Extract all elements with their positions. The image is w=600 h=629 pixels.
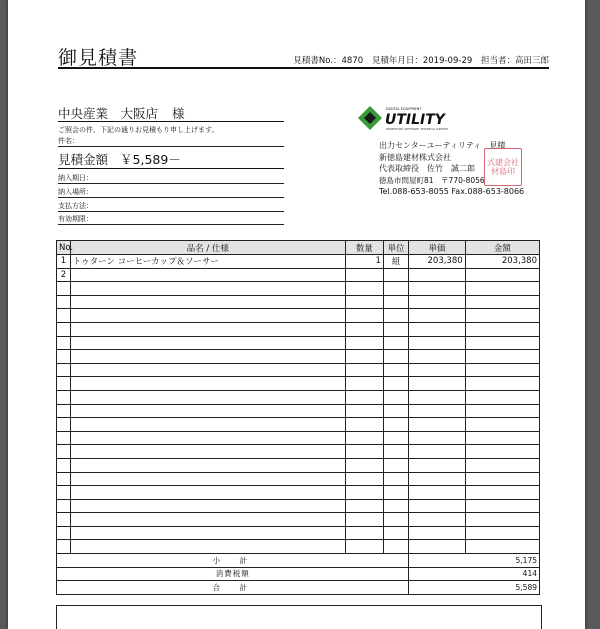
blank-cell [345, 404, 383, 418]
blank-cell [409, 526, 465, 540]
table-row-blank [57, 526, 540, 540]
blank-cell [70, 282, 345, 296]
blank-cell [465, 309, 539, 323]
blank-cell [383, 540, 408, 554]
blank-cell [57, 499, 71, 513]
term-delivery-date: 納入期日： [58, 174, 93, 182]
blank-cell [383, 282, 408, 296]
blank-cell [409, 486, 465, 500]
blank-cell [465, 499, 539, 513]
blank-cell [345, 350, 383, 364]
greeting-text: ご照会の件、下記の通りお見積もり申し上げます。 [58, 126, 219, 134]
blank-cell [345, 336, 383, 350]
subject-label: 件名： [58, 137, 79, 145]
blank-cell [345, 499, 383, 513]
blank-cell [465, 445, 539, 459]
blank-cell [465, 513, 539, 527]
table-row-blank [57, 513, 540, 527]
table-row [57, 255, 540, 269]
blank-cell [409, 404, 465, 418]
table-row-blank [57, 431, 540, 445]
customer-name: 中央産業 大阪店 [58, 106, 159, 121]
blank-cell [345, 458, 383, 472]
blank-cell [70, 322, 345, 336]
blank-cell [57, 526, 71, 540]
quote-no-label: 見積書No.： [293, 56, 342, 66]
blank-cell [70, 363, 345, 377]
blank-cell [383, 486, 408, 500]
blank-cell [57, 418, 71, 432]
company-logo [356, 104, 466, 138]
document-meta [287, 54, 549, 66]
blank-cell [383, 295, 408, 309]
quote-amount-line [58, 150, 181, 168]
blank-cell [409, 282, 465, 296]
blank-cell [465, 431, 539, 445]
blank-cell [57, 486, 71, 500]
header-unit: 単位 [383, 241, 408, 255]
table-header-row [57, 241, 540, 255]
logo-wordmark: UTILITY [385, 112, 445, 128]
items-table [56, 240, 540, 595]
items-body [57, 255, 540, 554]
blank-cell [345, 377, 383, 391]
quote-date: 2019-09-29 [422, 56, 473, 66]
table-row-blank [57, 309, 540, 323]
blank-cell [70, 390, 345, 404]
blank-cell [409, 322, 465, 336]
blank-cell [409, 540, 465, 554]
blank-cell [465, 322, 539, 336]
blank-cell [57, 445, 71, 459]
table-row-blank [57, 418, 540, 432]
table-row-blank [57, 322, 540, 336]
term-divider [58, 211, 284, 212]
amount-value: ￥5,589－ [120, 152, 181, 167]
blank-cell [465, 363, 539, 377]
blank-cell [465, 486, 539, 500]
blank-cell [409, 377, 465, 391]
blank-cell [57, 404, 71, 418]
blank-cell [465, 295, 539, 309]
issuer-contact: Tel.088-653-8055 Fax.088-653-8066 [379, 187, 525, 196]
amount-divider [58, 168, 284, 169]
blank-cell [70, 499, 345, 513]
quote-no: 4870 [341, 56, 364, 66]
blank-cell [70, 458, 345, 472]
blank-cell [465, 336, 539, 350]
blank-cell [465, 418, 539, 432]
blank-cell [70, 540, 345, 554]
customer-name-line [58, 104, 185, 122]
blank-cell [70, 404, 345, 418]
row-qty: 1 [345, 255, 383, 269]
blank-cell [465, 404, 539, 418]
blank-cell [70, 526, 345, 540]
blank-cell [345, 472, 383, 486]
issuer-line-1: 出力センターユーティリティ 見積 [379, 141, 506, 150]
term-divider [58, 197, 284, 198]
blank-cell [383, 513, 408, 527]
total-value: 5,589 [409, 581, 540, 595]
blank-cell [409, 418, 465, 432]
blank-cell [345, 282, 383, 296]
blank-cell [57, 309, 71, 323]
issuer-company: 新徳島建材株式会社 [379, 152, 451, 162]
table-row-blank [57, 499, 540, 513]
table-row-blank [57, 404, 540, 418]
amount-label: 見積金額 [58, 152, 109, 167]
row-amount [465, 268, 539, 282]
blank-cell [70, 472, 345, 486]
blank-cell [57, 540, 71, 554]
blank-cell [383, 418, 408, 432]
blank-cell [409, 513, 465, 527]
table-row [57, 268, 540, 282]
term-divider [58, 224, 284, 225]
blank-cell [57, 336, 71, 350]
blank-cell [383, 458, 408, 472]
table-row-blank [57, 336, 540, 350]
total-label: 合 計 [57, 581, 409, 595]
blank-cell [70, 486, 345, 500]
logo-mark-icon [356, 104, 466, 134]
table-row-blank [57, 472, 540, 486]
subtotal-row [57, 554, 540, 568]
blank-cell [70, 431, 345, 445]
row-unit: 組 [383, 255, 408, 269]
blank-cell [409, 431, 465, 445]
blank-cell [345, 295, 383, 309]
table-row-blank [57, 363, 540, 377]
blank-cell [345, 418, 383, 432]
blank-cell [409, 390, 465, 404]
issuer-address: 徳島市問屋町81 〒770-8056 [379, 175, 485, 185]
row-price: 203,380 [409, 255, 465, 269]
blank-cell [465, 458, 539, 472]
blank-cell [409, 445, 465, 459]
customer-suffix: 様 [172, 106, 185, 121]
blank-cell [345, 445, 383, 459]
blank-cell [383, 431, 408, 445]
table-row-blank [57, 350, 540, 364]
blank-cell [345, 513, 383, 527]
blank-cell [57, 322, 71, 336]
customer-divider [58, 121, 284, 122]
header-amount: 金額 [465, 241, 539, 255]
blank-cell [409, 458, 465, 472]
blank-cell [465, 350, 539, 364]
blank-cell [57, 472, 71, 486]
row-no: 2 [57, 268, 71, 282]
blank-cell [57, 377, 71, 391]
blank-cell [57, 458, 71, 472]
blank-cell [383, 309, 408, 323]
header-item: 品名 / 仕様 [70, 241, 345, 255]
blank-cell [70, 336, 345, 350]
blank-cell [409, 309, 465, 323]
blank-cell [57, 390, 71, 404]
blank-cell [70, 377, 345, 391]
blank-cell [70, 295, 345, 309]
blank-cell [57, 513, 71, 527]
table-row-blank [57, 486, 540, 500]
table-row-blank [57, 390, 540, 404]
blank-cell [409, 295, 465, 309]
blank-cell [345, 486, 383, 500]
table-row-blank [57, 445, 540, 459]
total-row [57, 581, 540, 595]
table-row-blank [57, 540, 540, 554]
blank-cell [383, 363, 408, 377]
blank-cell [465, 526, 539, 540]
blank-cell [383, 499, 408, 513]
blank-cell [70, 350, 345, 364]
blank-cell [409, 350, 465, 364]
subtotal-value: 5,175 [409, 554, 540, 568]
blank-cell [465, 540, 539, 554]
blank-cell [409, 363, 465, 377]
header-no: No. [57, 241, 71, 255]
blank-cell [57, 350, 71, 364]
blank-cell [465, 390, 539, 404]
row-no: 1 [57, 255, 71, 269]
blank-cell [70, 309, 345, 323]
row-qty [345, 268, 383, 282]
blank-cell [345, 526, 383, 540]
blank-cell [383, 445, 408, 459]
blank-cell [383, 390, 408, 404]
table-row-blank [57, 458, 540, 472]
header-unit-price: 単価 [409, 241, 465, 255]
blank-cell [70, 418, 345, 432]
table-row-blank [57, 295, 540, 309]
subject-divider [58, 146, 284, 147]
blank-cell [57, 363, 71, 377]
header-qty: 数量 [345, 241, 383, 255]
blank-cell [345, 309, 383, 323]
term-payment: 支払方法： [58, 202, 93, 210]
blank-cell [345, 540, 383, 554]
blank-cell [465, 472, 539, 486]
blank-cell [383, 322, 408, 336]
row-amount: 203,380 [465, 255, 539, 269]
blank-cell [383, 336, 408, 350]
blank-cell [383, 404, 408, 418]
document-title: 御見積書 [58, 47, 139, 69]
blank-cell [57, 431, 71, 445]
blank-cell [345, 322, 383, 336]
blank-cell [465, 282, 539, 296]
blank-cell [345, 431, 383, 445]
blank-cell [409, 499, 465, 513]
blank-cell [345, 390, 383, 404]
tax-value: 414 [409, 567, 540, 581]
tax-label: 消費税額 [57, 567, 409, 581]
person-name: 高田三郎 [514, 56, 549, 66]
quote-date-label: 見積年月日： [371, 56, 423, 66]
term-delivery-place: 納入場所： [58, 188, 93, 196]
row-price [409, 268, 465, 282]
subtotal-label: 小 計 [57, 554, 409, 568]
logo-tagline: DIGITAL EQUIPMENT [386, 107, 422, 111]
table-row-blank [57, 282, 540, 296]
logo-subtitle: WAREHOUSE, SOFTWARE, TECHNICAL SUPPORT [386, 128, 448, 131]
blank-cell [57, 295, 71, 309]
blank-cell [383, 526, 408, 540]
blank-cell [345, 363, 383, 377]
term-divider [58, 183, 284, 184]
row-item: トゥターン コーヒーカップ＆ソーサー [70, 255, 345, 269]
blank-cell [70, 513, 345, 527]
row-unit [383, 268, 408, 282]
blank-cell [57, 282, 71, 296]
blank-cell [409, 472, 465, 486]
blank-cell [383, 377, 408, 391]
term-validity: 有効期限： [58, 215, 93, 223]
blank-cell [383, 472, 408, 486]
blank-cell [383, 350, 408, 364]
table-row-blank [57, 377, 540, 391]
person-label: 担当者： [480, 56, 515, 66]
row-item [70, 268, 345, 282]
blank-cell [409, 336, 465, 350]
blank-cell [465, 377, 539, 391]
tax-row [57, 567, 540, 581]
title-divider [58, 67, 549, 69]
issuer-representative: 代表取締役 佐竹 誠二郎 [379, 164, 475, 173]
blank-cell [70, 445, 345, 459]
document-page [8, 0, 585, 629]
notes-box [56, 605, 542, 629]
company-seal-stamp: 式建会社材島印 [484, 148, 522, 186]
